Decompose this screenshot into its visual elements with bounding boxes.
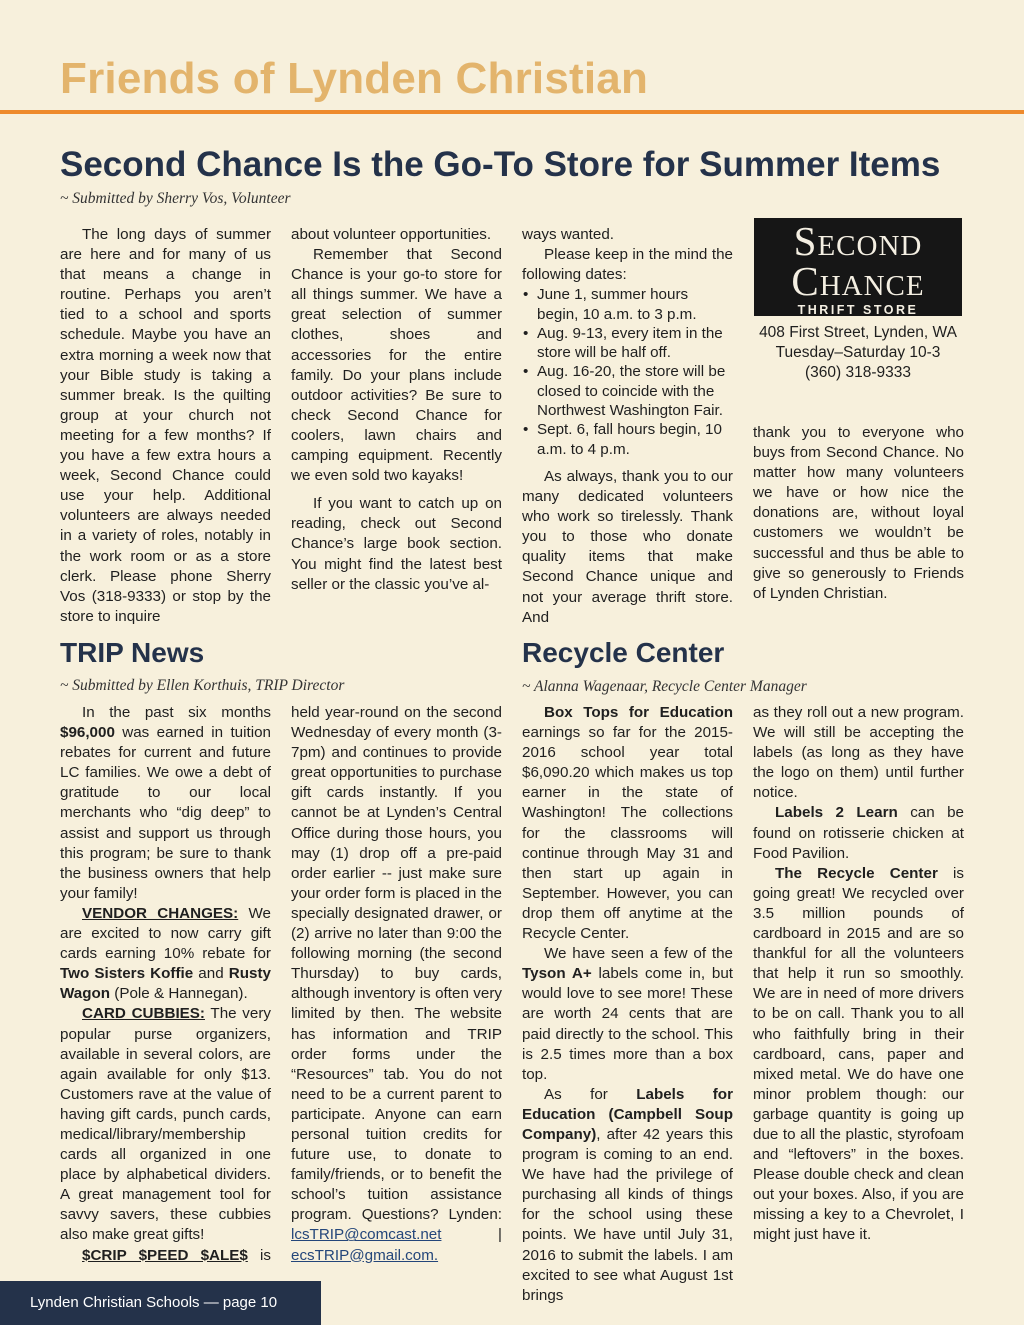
section-label-card-cubbies: CARD CUBBIES: — [82, 1005, 205, 1023]
paragraph — [60, 904, 271, 1004]
paragraph: ways wanted. — [522, 226, 615, 243]
second-chance-logo — [754, 218, 962, 316]
program-name: Labels 2 Learn — [775, 804, 898, 822]
trip-column-2 — [291, 703, 502, 1266]
second-chance-column-1 — [60, 225, 271, 627]
list-item: • Aug. 9-13, every item in the store will be half off. — [522, 324, 733, 363]
email-link-gmail[interactable]: ecsTRIP@gmail.com. — [291, 1246, 439, 1264]
section-label-scrip-speed-sales: $CRIP $PEED $ALE$ — [82, 1246, 248, 1264]
paragraph — [60, 703, 271, 904]
recycle-column-1 — [522, 703, 733, 1306]
dates-list — [522, 285, 733, 459]
vendor-name: Two Sisters Koffie — [60, 965, 194, 983]
paragraph — [60, 1004, 271, 1245]
paragraph — [753, 864, 964, 1246]
amount-earned: $96,000 — [60, 724, 115, 742]
masthead-rule — [0, 110, 1024, 114]
text: As for — [544, 1085, 608, 1103]
paragraph: Remember that Second Chance is your go-to store for all things summer. We have a great selection of summer clothes, shoes and accessories for the entire family. Do your plans include outdoor activities? Be sure to check Second Chance for coolers, lawn chairs and camping equipment. Recently we even sold two kayaks! — [291, 246, 502, 485]
article-title-trip-news: TRIP News — [60, 637, 205, 668]
paragraph — [753, 803, 964, 863]
text: , after 42 years this program is coming to an end. We have had the privilege of purchasing all kinds of things for the school using these points. We have until July 31, 2016 to submit the labels. I am excited to see what August 1st brings — [522, 1125, 733, 1304]
text: can be found on rotisserie chicken at Food Pavilion. — [753, 804, 964, 862]
text: The very popular purse organizers, available in several colors, are again available for only $13. Customers rave at the value of having gift cards, punch cards, medical/library/membership cards all organized in one place by alphabetical dividers. A great management tool for savvy savers, these cubbies also make great gifts! — [60, 1005, 271, 1244]
separator: | — [498, 1226, 502, 1244]
second-chance-column-3 — [522, 225, 733, 628]
program-name: Labels for Education (Campbell Soup Company) — [522, 1085, 733, 1143]
list-item: • June 1, summer hours begin, 10 a.m. to 3 p.m. — [522, 285, 733, 324]
program-name: Tyson A+ — [522, 965, 592, 983]
text: In the past six months — [82, 704, 271, 721]
logo-word-2: Chance — [791, 258, 925, 304]
text: (Pole & Hannegan). — [114, 985, 248, 1003]
program-name: The Recycle Center — [775, 864, 938, 882]
store-info — [752, 323, 964, 383]
text: We have seen a few of the — [544, 945, 733, 963]
logo-word-1: Second — [793, 218, 923, 264]
paragraph: As always, thank you to our many dedicated volunteers who work so tirelessly. Thank you to those who donate quality items that make Second Chance unique and not your average thrift store. And — [522, 467, 733, 626]
paragraph — [291, 703, 502, 1266]
article-byline-second-chance: ~ Submitted by Sherry Vos, Volunteer — [60, 190, 291, 207]
text: was earned in tuition rebates for current and future LC families. We owe a debt of gratitude to our local merchants who “dig deep” to assist and support us through this program; be sure to thank the business owners that help your family! — [60, 724, 271, 902]
text: earnings so far for the 2015-2016 school year total $6,090.20 which makes us top earner in the state of Washington! The collections for the classrooms will continue through May 31 and then start up again in September. However, you can drop them off anytime at the Recycle Center. — [522, 724, 733, 943]
store-hours: Tuesday–Saturday 10-3 — [775, 344, 941, 361]
text: We are excited to now carry gift cards earning 10% rebate for — [60, 904, 271, 963]
logo-tagline: THRIFT STORE — [797, 303, 919, 316]
paragraph: The long days of summer are here and for many of us that means a change in routine. Perhaps you aren’t tied to a school and sports schedule. Maybe you have an extra morning a week now that your Bible study is taking a summer break. Is the quilting group at your church not meeting for a few months? If you have a few extra hours a week, Second Chance could use your help. Additional volunteers are always needed in a variety of roles, notably in the work room or as a store clerk. Please phone Sherry Vos (318-9333) or stop by the store to inquire — [60, 226, 271, 625]
paragraph — [522, 1085, 733, 1306]
list-item: • Sept. 6, fall hours begin, 10 a.m. to 4 p.m. — [522, 420, 733, 459]
article-title-second-chance: Second Chance Is the Go-To Store for Summer Items — [60, 145, 941, 184]
text: held year-round on the second Wednesday of every month (3-7pm) and continues to provide great opportunities to purchase gift cards instantly. If you cannot be at Lynden’s Central Office during those hours, you may (1) drop off a pre-paid order earlier -- just make sure your order form is placed in the specially designated drawer, or (2) arrive no later than 9:00 the following morning (the second Thursday) to buy cards, although inventory is often very limited by then. The website has information and TRIP order forms under the “Resources” tab. You do not need to be a current parent to participate. Anyone can earn personal tuition credits for future use, to donate to family/friends, or to benefit the school’s tuition assistance program. Questions? Lynden: — [291, 704, 502, 1224]
page-footer: Lynden Christian Schools — page 10 — [0, 1281, 321, 1325]
paragraph: Please keep in the mind the following dates: — [522, 246, 733, 284]
paragraph: about volunteer opportunities. — [291, 226, 492, 243]
masthead-title: Friends of Lynden Christian — [60, 54, 649, 103]
text: is going great! We recycled over 3.5 million pounds of cardboard in 2015 and are so thankful for all the volunteers that help it run so smoothly. We are in need of more drivers to be on call. Thank you to all who faithfully bring in their cardboard, cans, paper and mixed metal. We do have one minor problem though: our garbage quantity is going up due to all the plastic, styrofoam and “leftovers” in the boxes. Please double check and clean out your boxes. Also, if you are missing a key to a Chevrolet, I might just have it. — [753, 864, 964, 1244]
email-link-comcast[interactable]: lcsTRIP@comcast.net — [291, 1226, 442, 1244]
text: and — [198, 965, 224, 983]
store-phone: (360) 318-9333 — [805, 364, 911, 381]
program-name: Box Tops for Education — [544, 704, 733, 721]
article-byline-recycle: ~ Alanna Wagenaar, Recycle Center Manager — [522, 678, 807, 695]
paragraph: If you want to catch up on reading, check out Second Chance’s large book section. You might find the latest best seller or the classic you’ve al- — [291, 495, 502, 593]
paragraph — [522, 703, 733, 944]
vendor-name: Rusty Wagon — [60, 965, 271, 1003]
list-item: • Aug. 16-20, the store will be closed to coincide with the Northwest Washington Fair. — [522, 362, 733, 420]
second-chance-column-2 — [291, 225, 502, 595]
text: labels come in, but would love to see more! These are worth 24 cents that are paid directly to the school. This is 2.5 times more than a box top. — [522, 965, 733, 1083]
section-label-vendor-changes: VENDOR CHANGES: — [82, 904, 239, 922]
paragraph: as they roll out a new program. We will still be accepting the labels (as long as they have the logo on them) until further notice. — [753, 704, 964, 802]
article-title-recycle-center: Recycle Center — [522, 637, 725, 668]
trip-column-1 — [60, 703, 271, 1266]
article-byline-trip: ~ Submitted by Ellen Korthuis, TRIP Director — [60, 677, 345, 694]
paragraph — [522, 944, 733, 1085]
paragraph: thank you to everyone who buys from Second Chance. No matter how many volunteers we have or how nice the donations are, without loyal customers we wouldn’t be successful and thus be able to give so generously to Friends of Lynden Christian. — [753, 424, 964, 602]
store-address: 408 First Street, Lynden, WA — [759, 324, 957, 341]
second-chance-column-4 — [753, 423, 964, 604]
recycle-column-2 — [753, 703, 964, 1246]
paragraph — [60, 1246, 271, 1266]
text: is — [260, 1246, 271, 1264]
